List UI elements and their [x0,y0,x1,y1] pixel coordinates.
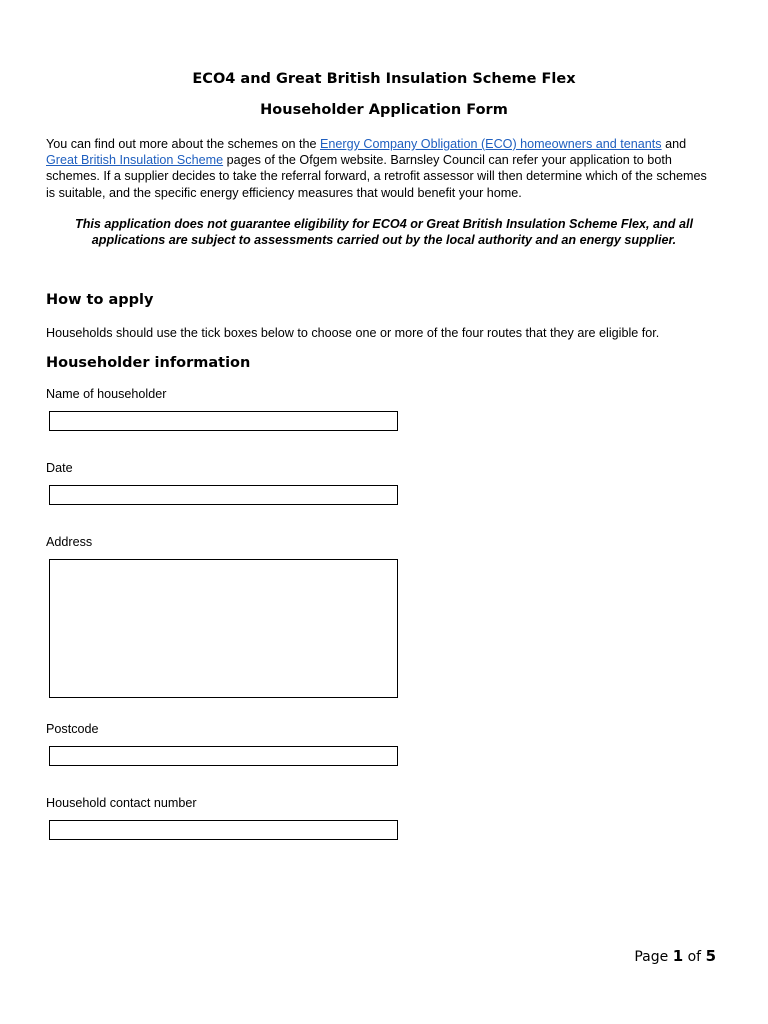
householder-information-heading: Householder information [46,355,251,371]
contact-number-label: Household contact number [46,796,197,810]
eco-homeowners-link[interactable]: Energy Company Obligation (ECO) homeowners and tenants [319,137,662,151]
intro-text-after: pages of the Ofgem website. Barnsley Council can refer your application to both schemes. If a supplier decides to take the referral forward, a retrofit assessor will then determine which of the schemes is suitable, and the specific energy efficiency measures that would benefit your home. [46,153,707,200]
address-label: Address [46,535,93,549]
date-field[interactable] [49,485,398,505]
total-pages-number: 5 [705,947,716,965]
eligibility-disclaimer: This application does not guarantee eligibility for ECO4 or Great British Insulation Scheme Flex, and all applications are subject to assessments carried out by the local authority and an energy supplier. [75,217,693,248]
postcode-field[interactable] [49,746,398,766]
document-subtitle: Householder Application Form [260,102,508,118]
document-title: ECO4 and Great British Insulation Scheme Flex [192,71,576,87]
how-to-apply-heading: How to apply [46,292,154,308]
name-label: Name of householder [46,387,167,401]
intro-text-and: and [661,137,687,151]
intro-paragraph [46,136,718,201]
current-page-number: 1 [672,947,684,965]
name-field[interactable] [49,411,398,431]
postcode-label: Postcode [46,722,99,736]
date-label: Date [46,461,73,475]
gbis-link[interactable]: Great British Insulation Scheme [46,153,224,168]
page-word: Page [634,949,669,965]
address-field[interactable] [49,559,398,698]
contact-number-field[interactable] [49,820,398,840]
intro-text-before: You can find out more about the schemes on the [46,137,320,151]
page-number [634,947,716,965]
of-word: of [687,949,702,965]
how-to-apply-text: Households should use the tick boxes below to choose one or more of the four routes that they are eligible for. [46,326,660,340]
